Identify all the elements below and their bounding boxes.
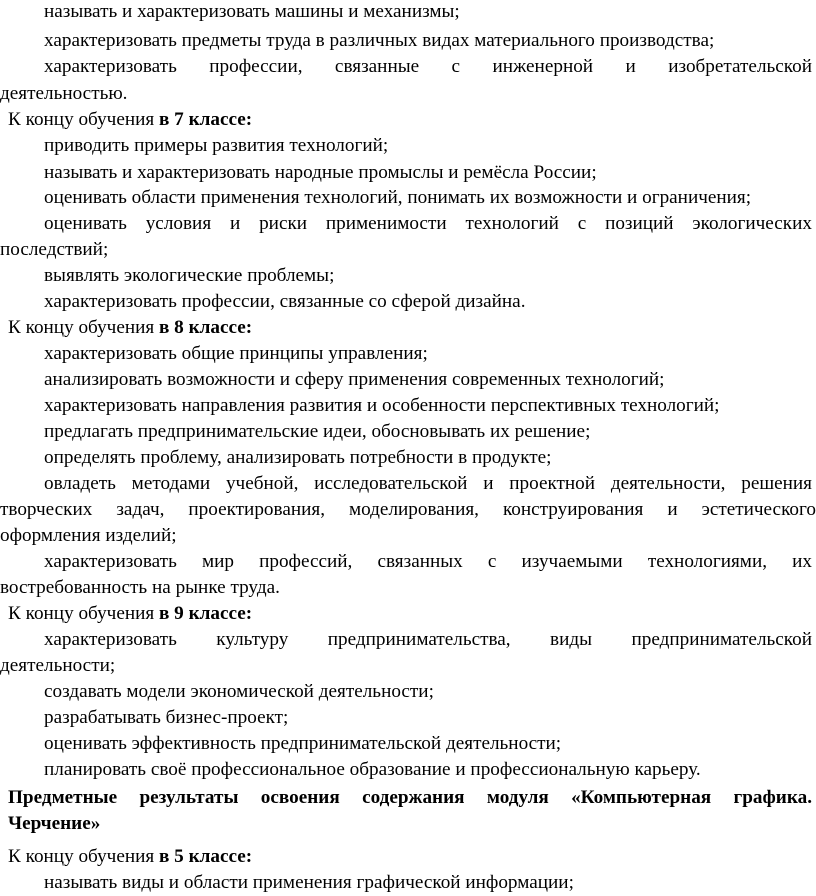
list-item: выявлять экологические проблемы; [44, 265, 335, 286]
list-item-continuation: оформления изделий; [0, 525, 177, 546]
list-item: создавать модели экономической деятельности; [44, 681, 434, 702]
module-heading: Предметные результаты освоения содержания модуля «Компьютерная графика. [8, 787, 812, 808]
list-item-continuation: творческих задач, проектирования, моделирования, конструирования и эстетического [0, 499, 816, 520]
grade-label: в 7 классе: [159, 109, 253, 130]
list-item: анализировать возможности и сферу применения современных технологий; [44, 369, 665, 390]
list-item: характеризовать профессии, связанные с инженерной и изобретательской [44, 56, 812, 77]
module-heading-continuation: Черчение» [8, 813, 101, 834]
list-item: называть и характеризовать машины и механизмы; [44, 1, 460, 22]
list-item: называть и характеризовать народные промыслы и ремёсла России; [44, 162, 597, 183]
list-item: определять проблему, анализировать потребности в продукте; [44, 447, 552, 468]
grade-heading-8 [0, 316, 816, 340]
grade-prefix: К концу обучения [8, 317, 160, 338]
list-item: разрабатывать бизнес-проект; [44, 707, 289, 728]
list-item: характеризовать культуру предпринимательства, виды предпринимательской [44, 629, 812, 650]
list-item: характеризовать профессии, связанные со сферой дизайна. [44, 291, 526, 312]
list-item: оценивать условия и риски применимости технологий с позиций экологических [44, 213, 812, 234]
grade-label: в 8 классе: [159, 317, 253, 338]
list-item: предлагать предпринимательские идеи, обосновывать их решение; [44, 421, 591, 442]
list-item: называть виды и области применения графической информации; [44, 872, 574, 893]
list-item: характеризовать предметы труда в различных видах материального производства; [44, 30, 715, 51]
grade-prefix: К концу обучения [8, 846, 160, 867]
list-item: характеризовать мир профессий, связанных с изучаемыми технологиями, их [44, 551, 812, 572]
list-item-continuation: деятельностью. [0, 83, 128, 104]
grade-heading-7 [0, 108, 816, 132]
list-item: планировать своё профессиональное образование и профессиональную карьеру. [44, 759, 701, 780]
grade-heading-9 [0, 602, 816, 626]
grade-label: в 9 классе: [159, 603, 253, 624]
grade-label: в 5 классе: [159, 846, 253, 867]
grade-prefix: К концу обучения [8, 109, 160, 130]
grade-prefix: К концу обучения [8, 603, 160, 624]
list-item: оценивать эффективность предпринимательской деятельности; [44, 733, 562, 754]
list-item: оценивать области применения технологий, понимать их возможности и ограничения; [44, 187, 752, 208]
list-item-continuation: деятельности; [0, 655, 116, 676]
list-item-continuation: последствий; [0, 239, 109, 260]
list-item-continuation: востребованность на рынке труда. [0, 577, 280, 598]
list-item: приводить примеры развития технологий; [44, 135, 389, 156]
grade-heading-5 [0, 845, 816, 869]
list-item: характеризовать направления развития и особенности перспективных технологий; [44, 395, 720, 416]
list-item: характеризовать общие принципы управления; [44, 343, 428, 364]
list-item: овладеть методами учебной, исследовательской и проектной деятельности, решения [44, 473, 812, 494]
